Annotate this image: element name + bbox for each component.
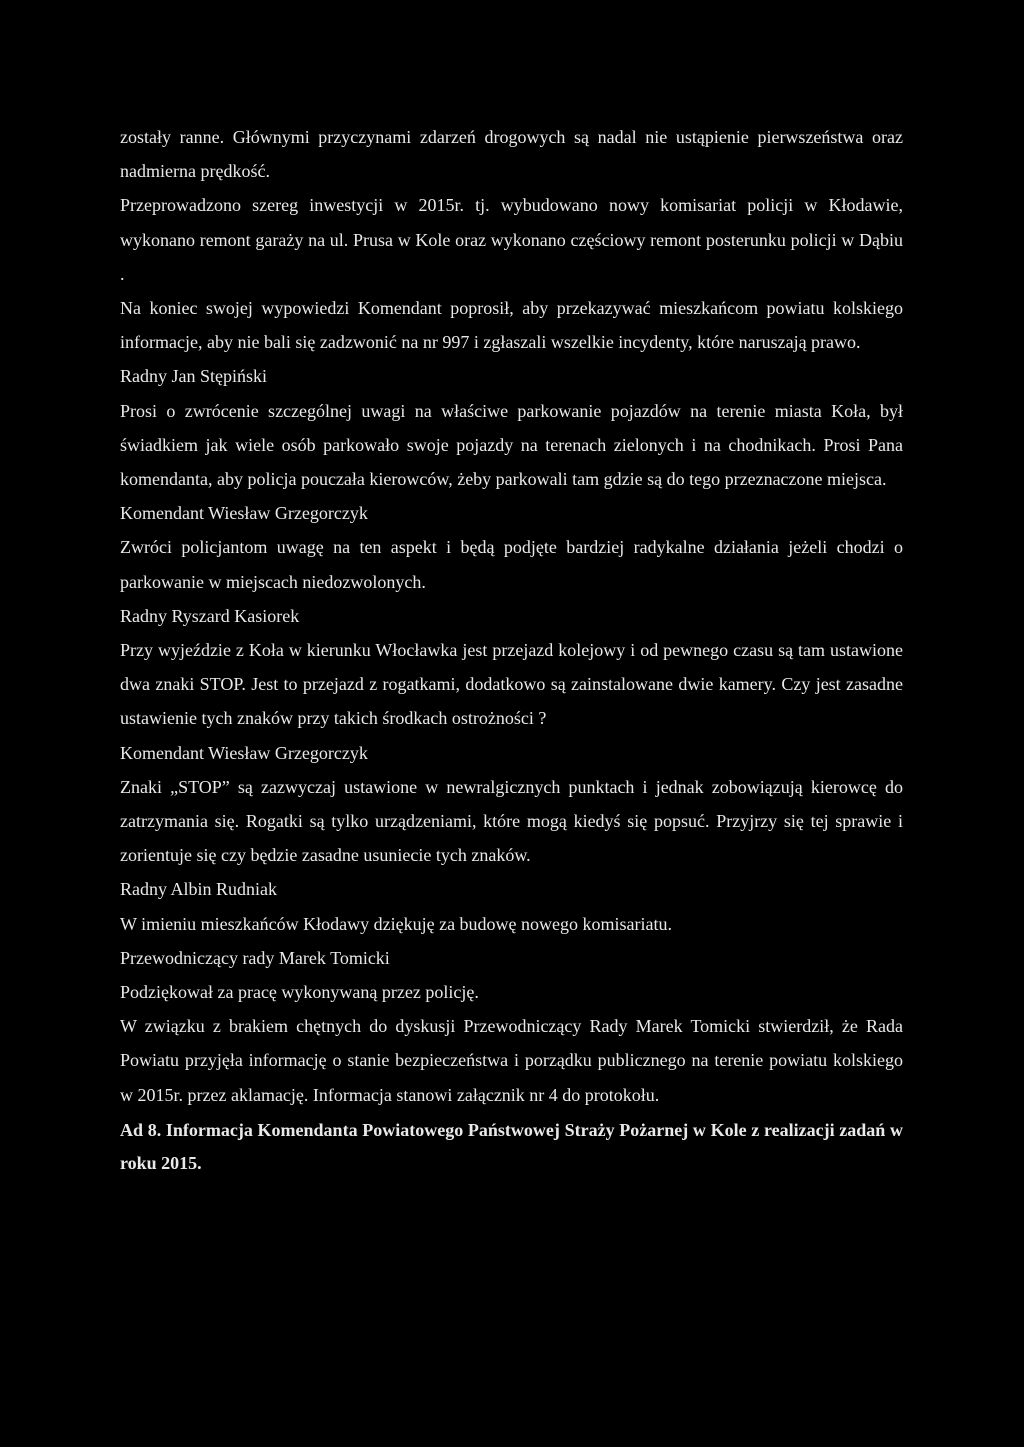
speaker-label: Radny Jan Stępiński	[120, 366, 267, 387]
paragraph-parking-request: Prosi o zwrócenie szczególnej uwagi na właściwe parkowanie pojazdów na terenie miasta Koła, był świadkiem jak wiele osób parkowało swoje pojazdy na terenach zielonych i na chodnikach. Prosi Pana komendanta, aby policja pouczała kierowców, żeby parkowali tam gdzie są do tego przeznaczone miejsca.	[120, 400, 903, 490]
paragraph-thanks-klodawa: W imieniu mieszkańców Kłodawy dziękuję za budowę nowego komisariatu.	[120, 913, 673, 934]
paragraph-stop-signs-question: Przy wyjeździe z Koła w kierunku Włocławka jest przejazd kolejowy i od pewnego czasu są tam ustawione dwa znaki STOP. Jest to przejazd z rogatkami, dodatkowo są zainstalowane dwie kamery. Czy jest zasadne ustawienie tych znaków przy takich środkach ostrożności ?	[120, 640, 903, 729]
paragraph-accidents: zostały ranne. Głównymi przyczynami zdarzeń drogowych są nadal nie ustąpienie pierwszeństwa oraz nadmierna prędkość.	[120, 127, 903, 182]
paragraph-commander-request: Na koniec swojej wypowiedzi Komendant poprosił, aby przekazywać mieszkańcom powiatu kolskiego informacje, aby nie bali się zadzwonić na nr 997 i zgłaszali wszelkie incydenty, które naruszają prawo.	[120, 298, 903, 353]
paragraph-investments: Przeprowadzono szereg inwestycji w 2015r. tj. wybudowano nowy komisariat policji w Kłodawie, wykonano remont garaży na ul. Prusa w Kole oraz wykonano częściowy remont posterunku policji w Dąbiu .	[120, 195, 903, 284]
paragraph-thanks-police: Podziękował za pracę wykonywaną przez policję.	[120, 982, 479, 1003]
paragraph-stop-signs-response: Znaki „STOP” są zazwyczaj ustawione w newralgicznych punktach i jednak zobowiązują kierowcę do zatrzymania się. Rogatki są tylko urządzeniami, które mogą kiedyś się popsuć. Przyjrzy się tej sprawie i zorientuje się czy będzie zasadne usuniecie tych znaków.	[120, 776, 903, 866]
speaker-label: Radny Ryszard Kasiorek	[120, 605, 300, 626]
speaker-label: Komendant Wiesław Grzegorczyk	[120, 503, 368, 524]
speaker-label: Radny Albin Rudniak	[120, 879, 277, 900]
section-heading: Ad 8. Informacja Komendanta Powiatowego Państwowej Straży Pożarnej w Kole z realizacji zadań w roku 2015.	[120, 1119, 903, 1173]
speaker-label: Komendant Wiesław Grzegorczyk	[120, 742, 368, 763]
document-page	[120, 120, 903, 1180]
paragraph-resolution: W związku z brakiem chętnych do dyskusji Przewodniczący Rady Marek Tomicki stwierdził, że Rada Powiatu przyjęła informację o stanie bezpieczeństwa i porządku publicznego na terenie powiatu kolskiego w 2015r. przez aklamację. Informacja stanowi załącznik nr 4 do protokołu.	[120, 1016, 903, 1105]
paragraph-parking-response: Zwróci policjantom uwagę na ten aspekt i będą podjęte bardziej radykalne działania jeżeli chodzi o parkowanie w miejscach niedozwolonych.	[120, 537, 903, 592]
speaker-label: Przewodniczący rady Marek Tomicki	[120, 947, 390, 968]
